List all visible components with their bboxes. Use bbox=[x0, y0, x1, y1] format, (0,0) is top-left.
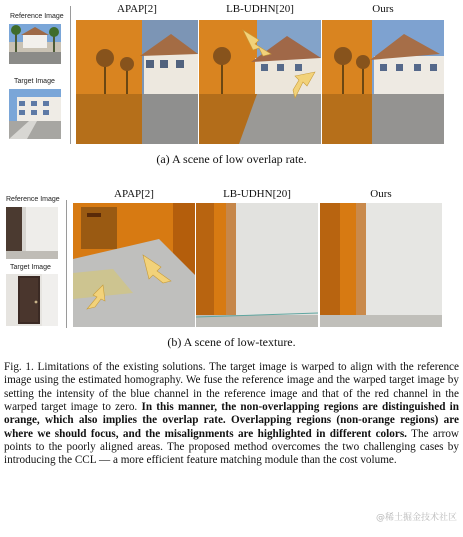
column-title-lbudhn-a: LB-UDHN[20] bbox=[226, 3, 294, 15]
column-title-lbudhn-b: LB-UDHN[20] bbox=[223, 188, 291, 200]
figure-caption bbox=[4, 361, 459, 468]
result-panel-ours-b bbox=[320, 203, 442, 327]
result-panel-ours-a bbox=[322, 20, 444, 144]
divider-a bbox=[70, 6, 71, 144]
column-title-ours-a: Ours bbox=[372, 3, 394, 15]
result-panel-apap-a bbox=[76, 20, 198, 144]
caption-bold: In this manner, the non-overlapping regions are distinguished in orange, which also implies the overlap rate. Overlapping regions (non-orange regions) are where we should focus, and the misalignments are highlighted in different colors. bbox=[4, 401, 459, 440]
figure-label: Fig. 1. bbox=[4, 361, 34, 373]
divider-b bbox=[66, 200, 67, 328]
reference-image-label-b: Reference Image bbox=[6, 196, 60, 203]
caption-plain-1: Limitations of the existing solutions. The target image is warped to align with the reference image using the estimated homography. We fuse the reference image and the warped target image by setting the intensity of the blue channel in the reference image and that of the red channel in the warped target image to zero. bbox=[4, 361, 459, 414]
result-panel-lbudhn-b bbox=[196, 203, 318, 327]
column-title-ours-b: Ours bbox=[370, 188, 392, 200]
caption-plain-2: The arrow points to the poorly aligned areas. The proposed method overcomes the two challenging cases by introducing the CCL — a more efficient feature matching module than the cost volume. bbox=[4, 427, 459, 467]
result-panel-apap-b bbox=[73, 203, 195, 327]
result-panel-lbudhn-a bbox=[199, 20, 321, 144]
target-image-label-b: Target Image bbox=[10, 264, 51, 271]
reference-thumbnail-a bbox=[9, 24, 61, 64]
target-image-label-a: Target Image bbox=[14, 78, 55, 85]
caption-row-a: (a) A scene of low overlap rate. bbox=[156, 152, 307, 166]
target-thumbnail-a bbox=[9, 89, 61, 139]
reference-image-label-a: Reference Image bbox=[10, 13, 64, 20]
column-title-apap-b: APAP[2] bbox=[114, 188, 154, 200]
caption-row-b: (b) A scene of low-texture. bbox=[167, 335, 296, 349]
reference-thumbnail-b bbox=[6, 207, 58, 259]
column-title-apap-a: APAP[2] bbox=[117, 3, 157, 15]
target-thumbnail-b bbox=[6, 274, 58, 326]
watermark: @稀土掘金技术社区 bbox=[375, 513, 457, 523]
